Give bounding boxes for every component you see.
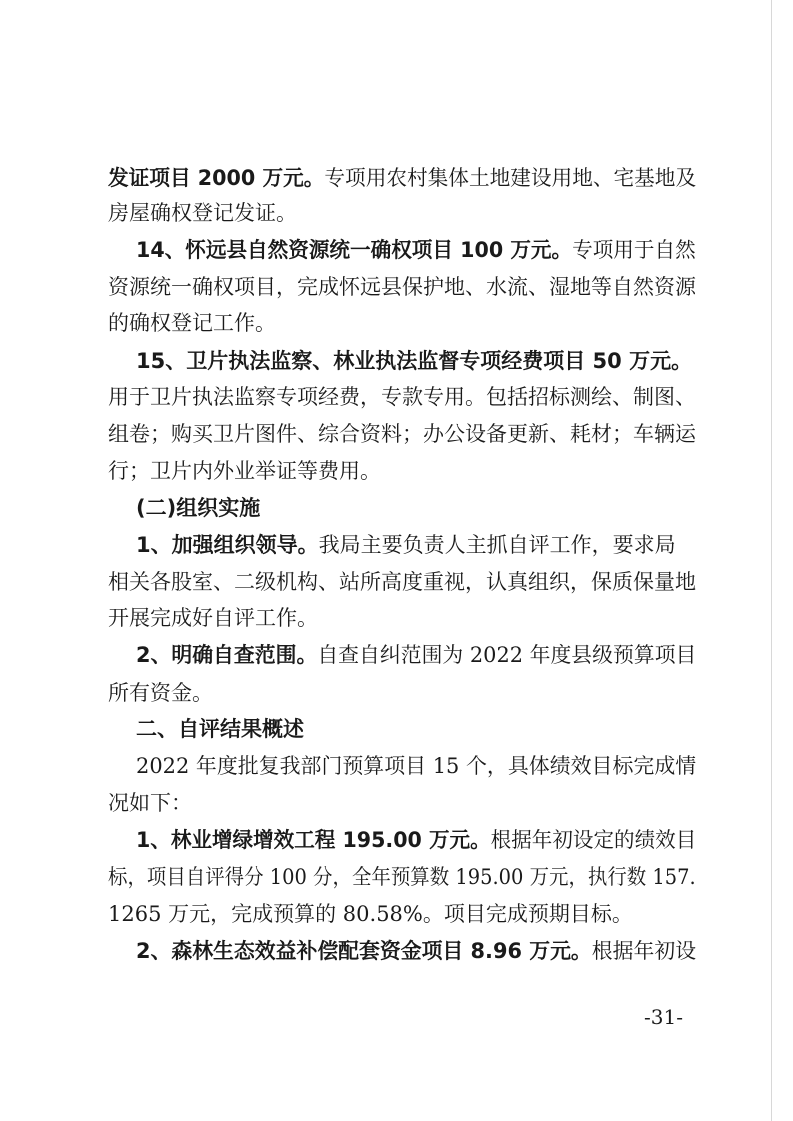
text-line-20 xyxy=(108,860,696,894)
body-text: 1265 万元，完成预算的 80.58%。项目完成预期目标。 xyxy=(108,902,633,926)
text-line-8 xyxy=(108,417,696,451)
bold-phrase: 14、怀远县自然资源统一确权项目 100 万元。 xyxy=(136,238,573,262)
body-text: 的确权登记工作。 xyxy=(108,311,276,335)
scan-edge-line xyxy=(771,0,772,1121)
text-line-15 xyxy=(108,676,213,710)
text-line-22 xyxy=(136,934,696,968)
text-line-21 xyxy=(108,897,633,931)
text-line-19 xyxy=(136,823,696,857)
text-line-7 xyxy=(108,380,696,414)
body-text: 我局主要负责人主抓自评工作，要求局 xyxy=(318,533,676,557)
bold-phrase: 1、林业增绿增效工程 195.00 万元。 xyxy=(136,828,491,852)
body-text: 根据年初设定的绩效目 xyxy=(490,828,697,852)
bold-phrase: 15、卫片执法监察、林业执法监督专项经费项目 50 万元。 xyxy=(136,349,693,373)
body-text: 专项用于自然 xyxy=(572,238,696,262)
body-text: 用于卫片执法监察专项经费，专款专用。包括招标测绘、制图、 xyxy=(108,385,696,409)
body-text: 资源统一确权项目，完成怀远县保护地、水流、湿地等自然资源 xyxy=(108,275,696,299)
body-text: 2022 年度批复我部门预算项目 15 个，具体绩效目标完成情 xyxy=(136,754,697,778)
body-text: 标，项目自评得分 100 分，全年预算数 195.00 万元，执行数 157. xyxy=(108,865,696,889)
body-text: 房屋确权登记发证。 xyxy=(108,201,297,225)
text-line-13 xyxy=(108,601,318,635)
body-text: 所有资金。 xyxy=(108,681,213,705)
page-number: -31- xyxy=(644,1005,683,1029)
text-line-11 xyxy=(136,528,676,562)
text-line-9 xyxy=(108,454,381,488)
text-line-6 xyxy=(136,344,692,378)
heading-text: (二)组织实施 xyxy=(136,496,261,520)
bold-phrase: 2、森林生态效益补偿配套资金项目 8.96 万元。 xyxy=(136,939,592,963)
text-line-14 xyxy=(136,638,696,672)
body-text: 自查自纠范围为 2022 年度县级预算项目 xyxy=(317,643,697,667)
bold-phrase: 2、明确自查范围。 xyxy=(136,643,318,667)
section-heading-results xyxy=(136,712,304,746)
heading-text: 二、自评结果概述 xyxy=(136,717,304,741)
text-line-3 xyxy=(136,233,696,267)
body-text: 组卷；购买卫片图件、综合资料；办公设备更新、耗材；车辆运 xyxy=(108,422,696,446)
text-line-5 xyxy=(108,306,276,340)
text-line-1 xyxy=(108,161,696,195)
bold-phrase: 1、加强组织领导。 xyxy=(136,533,319,557)
body-text: 行；卫片内外业举证等费用。 xyxy=(108,459,381,483)
body-text: 开展完成好自评工作。 xyxy=(108,606,318,630)
body-text: 专项用农村集体土地建设用地、宅基地及 xyxy=(324,166,697,190)
body-text: 况如下： xyxy=(108,791,192,815)
text-line-18 xyxy=(108,786,192,820)
body-text: 根据年初设 xyxy=(591,939,697,963)
text-line-2 xyxy=(108,196,297,230)
text-line-17 xyxy=(136,749,696,783)
body-text: 相关各股室、二级机构、站所高度重视，认真组织，保质保量地 xyxy=(108,570,696,594)
bold-phrase: 发证项目 2000 万元。 xyxy=(108,166,325,190)
text-line-4 xyxy=(108,270,696,304)
text-line-12 xyxy=(108,565,696,599)
section-heading-organize xyxy=(136,491,260,525)
